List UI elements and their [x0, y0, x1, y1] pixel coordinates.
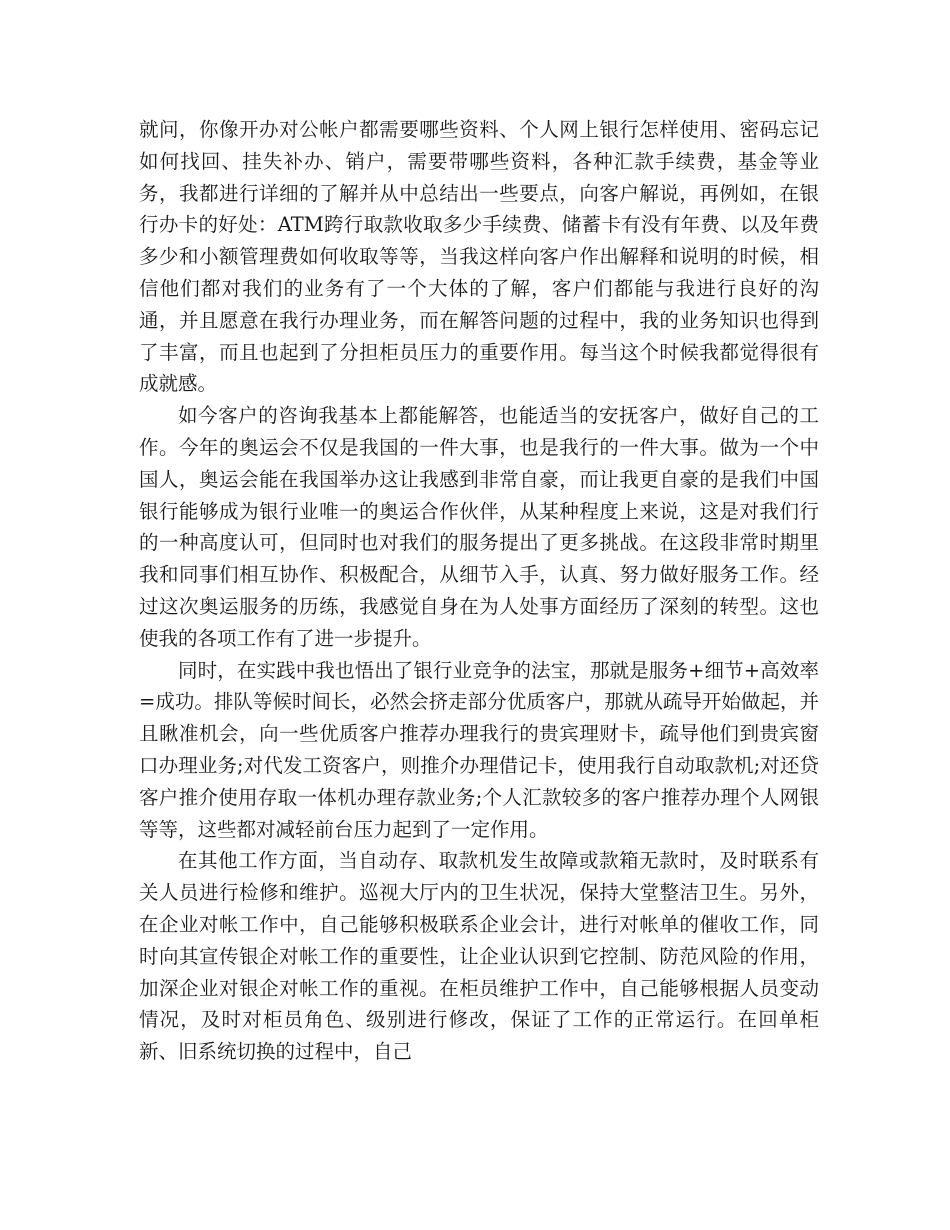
- paragraph-4: 在其他工作方面，当自动存、取款机发生故障或款箱无款时，及时联系有关人员进行检修和维护。巡视大厅内的卫生状况，保持大堂整洁卫生。另外，在企业对帐工作中，自己能够积极联系企业会计，进行对帐单的催收工作，同时向其宣传银企对帐工作的重要性，让企业认识到它控制、防范风险的作用，加深企业对银企对帐工作的重视。在柜员维护工作中，自己能够根据人员变动情况，及时对柜员角色、级别进行修改，保证了工作的正常运行。在回单柜新、旧系统切换的过程中，自己: [139, 849, 819, 1064]
- paragraph-3: 同时，在实践中我也悟出了银行业竞争的法宝，那就是服务+细节+高效率=成功。排队等候时间长，必然会挤走部分优质客户，那就从疏导开始做起，并且瞅准机会，向一些优质客户推荐办理我行的贵宾理财卡，疏导他们到贵宾窗口办理业务;对代发工资客户，则推介办理借记卡，使用我行自动取款机;对还贷客户推介使用存取一体机办理存款业务;个人汇款较多的客户推荐办理个人网银等等，这些都对减轻前台压力起到了一定作用。: [139, 658, 819, 841]
- document-body: [139, 114, 819, 1068]
- paragraph-2: 如今客户的咨询我基本上都能解答，也能适当的安抚客户，做好自己的工作。今年的奥运会不仅是我国的一件大事，也是我行的一件大事。做为一个中国人，奥运会能在我国举办这让我感到非常自豪，而让我更自豪的是我们中国银行能够成为银行业唯一的奥运合作伙伴，从某种程度上来说，这是对我们行的一种高度认可，但同时也对我们的服务提出了更多挑战。在这段非常时期里我和同事们相互协作、积极配合，从细节入手，认真、努力做好服务工作。经过这次奥运服务的历练，我感觉自身在为人处事方面经历了深刻的转型。这也使我的各项工作有了进一步提升。: [139, 404, 819, 650]
- paragraph-1: 就问，你像开办对公帐户都需要哪些资料、个人网上银行怎样使用、密码忘记如何找回、挂失补办、销户，需要带哪些资料，各种汇款手续费，基金等业务，我都进行详细的了解并从中总结出一些要点，向客户解说，再例如，在银行办卡的好处：ATM跨行取款收取多少手续费、储蓄卡有没有年费、以及年费多少和小额管理费如何收取等等，当我这样向客户作出解释和说明的时候，相信他们都对我们的业务有了一个大体的了解，客户们都能与我进行良好的沟通，并且愿意在我行办理业务，而在解答问题的过程中，我的业务知识也得到了丰富，而且也起到了分担柜员压力的重要作用。每当这个时候我都觉得很有成就感。: [139, 118, 819, 396]
